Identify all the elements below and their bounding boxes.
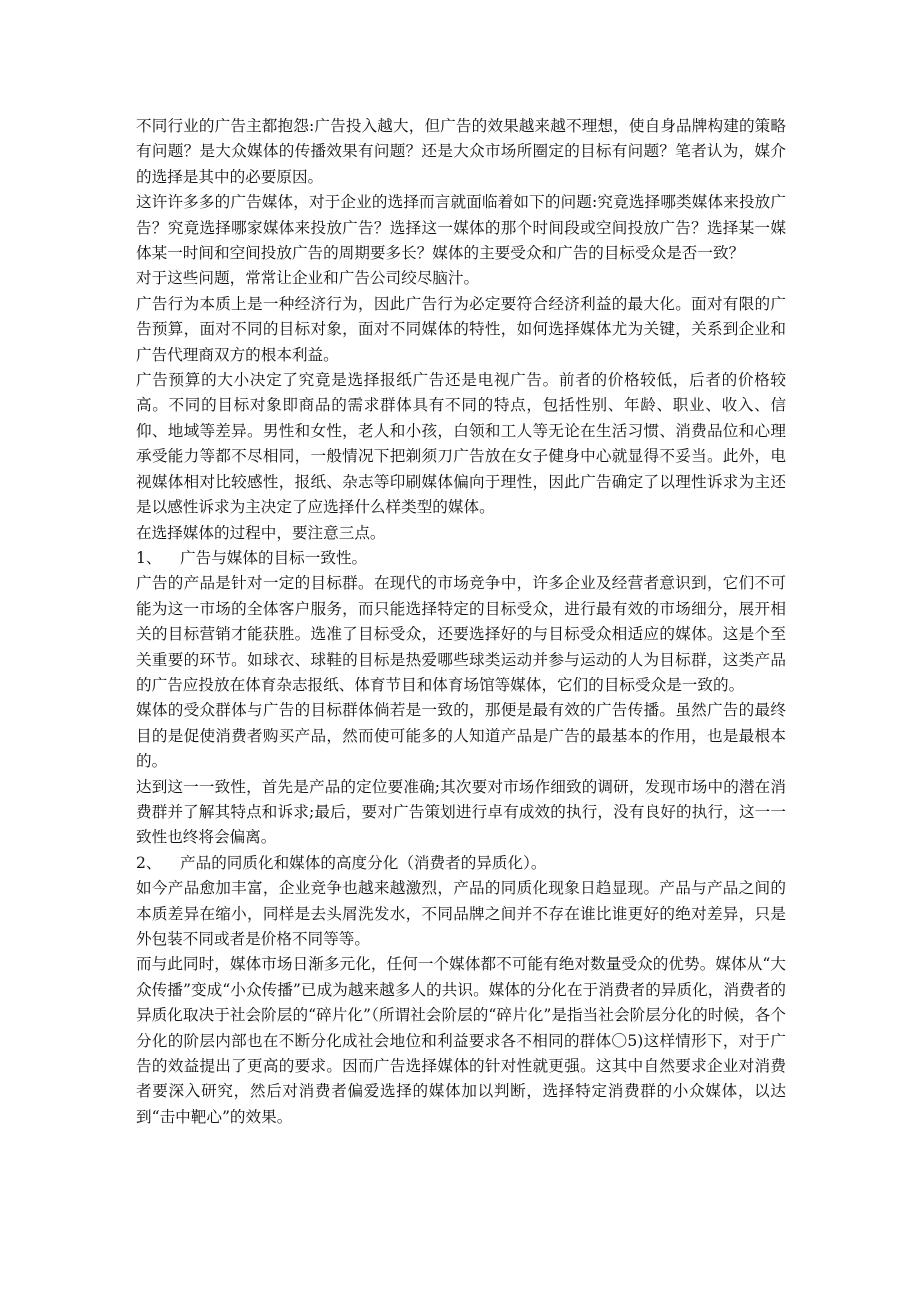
paragraph-2: 这许许多多的广告媒体，对于企业的选择而言就面临着如下的问题:究竟选择哪类媒体来投放广告？究竟选择哪家媒体来投放广告？选择这一媒体的那个时间段或空间投放广告？选择某一媒体某一时间和空间投放广告的周期要多长？媒体的主要受众和广告的目标受众是否一致？ xyxy=(136,193,786,263)
document-body xyxy=(136,114,786,1130)
numbered-heading-2 xyxy=(136,851,786,876)
paragraph-3: 对于这些问题，常常让企业和广告公司绞尽脑汁。 xyxy=(136,269,480,288)
paragraph-1: 不同行业的广告主都抱怨:广告投入越大，但广告的效果越来越不理想，使自身品牌构建的策略有问题？是大众媒体的传播效果有问题？还是大众市场所圈定的目标有问题？笔者认为，媒介的选择是其中的必要原因。 xyxy=(136,117,786,186)
item-title: 产品的同质化和媒体的高度分化（消费者的异质化）。 xyxy=(180,853,547,872)
item-number: 1、 xyxy=(136,548,162,567)
paragraph-11: 而与此同时，媒体市场日渐多元化，任何一个媒体都不可能有绝对数量受众的优势。媒体从“大众传播”变成“小众传播”已成为越来越多人的共识。媒体的分化在于消费者的异质化，消费者的异质化取决于社会阶层的“碎片化”（所谓社会阶层的“碎片化”是指当社会阶层分化的时候，各个分化的阶层内部也在不断分化成社会地位和利益要求各不相同的群体〇5)这样情形下，对于广告的效益提出了更高的要求。因而广告选择媒体的针对性就更强。这其中自然要求企业对消费者要深入研究，然后对消费者偏爱选择的媒体加以判断，选择特定消费群的小众媒体，以达到“击中靶心”的效果。 xyxy=(136,955,786,1126)
paragraph-10: 如今产品愈加丰富，企业竞争也越来越激烈，产品的同质化现象日趋显现。产品与产品之间的本质差异在缩小，同样是去头屑洗发水，不同品牌之间并不存在谁比谁更好的绝对差异，只是外包装不同或者是价格不同等等。 xyxy=(136,879,786,948)
paragraph-8: 媒体的受众群体与广告的目标群体倘若是一致的，那便是最有效的广告传播。虽然广告的最终目的是促使消费者购买产品，然而使可能多的人知道产品是广告的最基本的作用，也是最根本的。 xyxy=(136,701,786,771)
item-title: 广告与媒体的目标一致性。 xyxy=(180,548,368,567)
paragraph-7: 广告的产品是针对一定的目标群。在现代的市场竞争中，许多企业及经营者意识到，它们不可能为这一市场的全体客户服务，而只能选择特定的目标受众，进行最有效的市场细分，展开相关的目标营销才能获胜。选准了目标受众，还要选择好的与目标受众相适应的媒体。这是个至关重要的环节。如球衣、球鞋的目标是热爱哪些球类运动并参与运动的人为目标群，这类产品的广告应投放在体育杂志报纸、体育节目和体育场馆等媒体，它们的目标受众是一致的。 xyxy=(136,574,786,694)
numbered-heading-1 xyxy=(136,546,786,571)
item-number: 2、 xyxy=(136,853,162,872)
paragraph-6: 在选择媒体的过程中，要注意三点。 xyxy=(136,523,386,542)
paragraph-9: 达到这一一致性，首先是产品的定位要准确;其次要对市场作细致的调研，发现市场中的潜在消费群并了解其特点和诉求;最后，要对广告策划进行卓有成效的执行，没有良好的执行，这一一致性也终将会偏离。 xyxy=(136,777,786,847)
paragraph-4: 广告行为本质上是一种经济行为，因此广告行为必定要符合经济利益的最大化。面对有限的广告预算，面对不同的目标对象，面对不同媒体的特性，如何选择媒体尤为关键，关系到企业和广告代理商双方的根本利益。 xyxy=(136,294,786,364)
paragraph-5: 广告预算的大小决定了究竟是选择报纸广告还是电视广告。前者的价格较低，后者的价格较高。不同的目标对象即商品的需求群体具有不同的特点，包括性别、年龄、职业、收入、信仰、地域等差异。男性和女性，老人和小孩，白领和工人等无论在生活习惯、消费品位和心理承受能力等都不尽相同，一般情况下把剃须刀广告放在女子健身中心就显得不妥当。此外，电视媒体相对比较感性，报纸、杂志等印刷媒体偏向于理性，因此广告确定了以理性诉求为主还是以感性诉求为主决定了应选择什么样类型的媒体。 xyxy=(136,371,786,517)
